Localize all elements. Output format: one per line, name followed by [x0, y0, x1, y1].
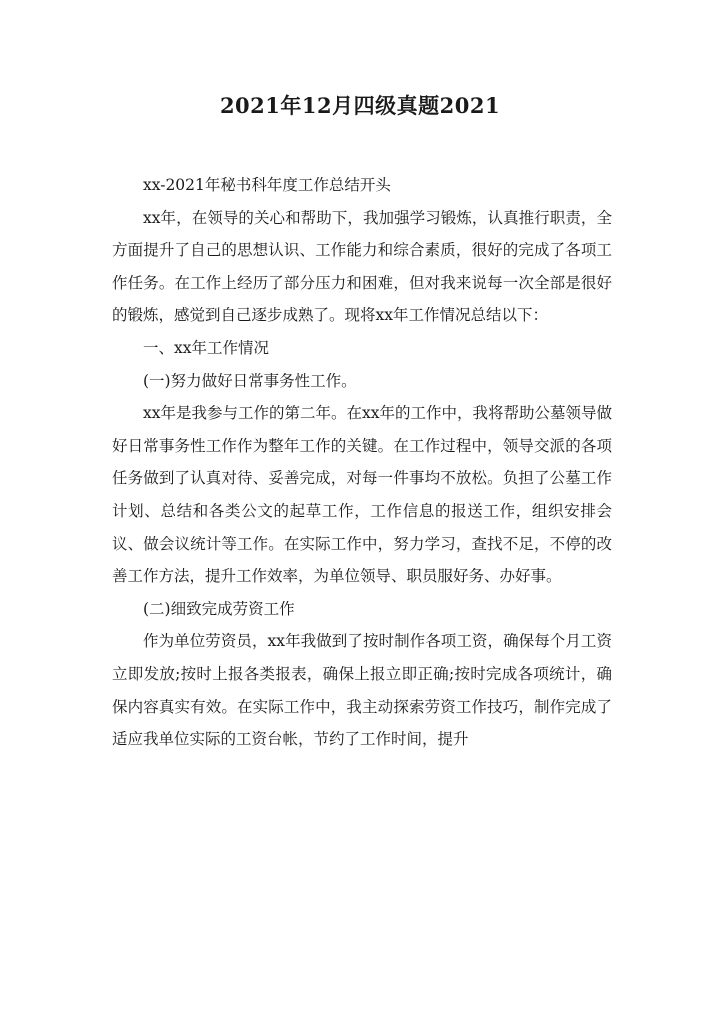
document-title: 2021年12月四级真题2021 [219, 93, 501, 118]
paragraph-daily-work: xx年是我参与工作的第二年。在xx年的工作中，我将帮助公墓领导做好日常事务性工作作为整年工作的关键。在工作过程中，领导交派的各项任务做到了认真对待、妥善完成，对每一件事均不放松。负担了公墓工作计划、总结和各类公文的起草工作，工作信息的报送工作，组织安排会议、做会议统计等工作。在实际工作中，努力学习，查找不足，不停的改善工作方法，提升工作效率，为单位领导、职员服好务、办好事。 [112, 404, 612, 586]
paragraph-intro: xx年，在领导的关心和帮助下，我加强学习锻炼，认真推行职责，全方面提升了自己的思想认识、工作能力和综合素质，很好的完成了各项工作任务。在工作上经历了部分压力和困难，但对我来说每一次全部是很好的锻炼，感觉到自己逐步成熟了。现将xx年工作情况总结以下： [112, 208, 612, 325]
section-heading-work-status: 一、xx年工作情况 [143, 338, 269, 357]
paragraph-payroll: 作为单位劳资员，xx年我做到了按时制作各项工资，确保每个月工资立即发放;按时上报各类报表，确保上报立即正确;按时完成各项统计，确保内容真实有效。在实际工作中，我主动探索劳资工作技巧，制作完成了适应我单位实际的工资台帐，节约了工作时间，提升 [112, 632, 612, 749]
document-body [112, 169, 612, 756]
subsection-heading-daily-work: (一)努力做好日常事务性工作。 [143, 371, 357, 390]
subsection-heading-payroll: (二)细致完成劳资工作 [143, 599, 295, 618]
paragraph-heading-summary: xx-2021年秘书科年度工作总结开头 [143, 176, 391, 194]
